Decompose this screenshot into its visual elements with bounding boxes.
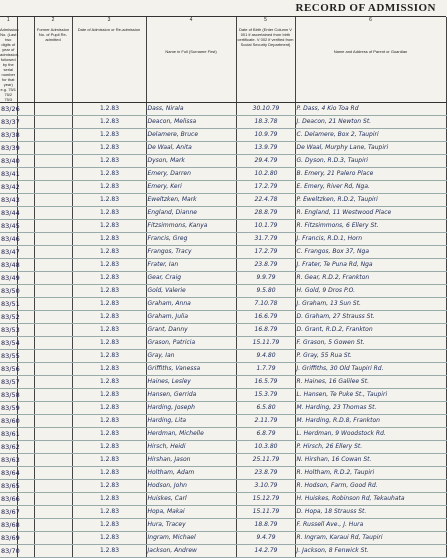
header-spacer	[17, 17, 34, 103]
admission-date-cell: 1.2.83	[72, 441, 146, 454]
admission-number-cell: 83/61	[0, 428, 17, 441]
table-row	[0, 480, 446, 493]
parent-cell: J. Deacon, 21 Newton St.	[295, 116, 446, 129]
birth-date-cell: 16.6.79	[236, 311, 295, 324]
parent-cell: De Waal, Murphy Lane, Taupiri	[295, 142, 446, 155]
birth-date-cell: 10.9.79	[236, 129, 295, 142]
former-admission-cell	[34, 142, 72, 155]
parent-cell: E. Emery, River Rd, Nga.	[295, 181, 446, 194]
table-row	[0, 220, 446, 233]
birth-date-cell: 28.8.79	[236, 207, 295, 220]
admission-date-cell: 1.2.83	[72, 272, 146, 285]
admission-number-cell: 83/63	[0, 454, 17, 467]
admission-date-cell: 1.2.83	[72, 155, 146, 168]
former-admission-cell	[34, 129, 72, 142]
admission-date-cell: 1.2.83	[72, 220, 146, 233]
birth-date-cell: 18.8.79	[236, 519, 295, 532]
name-cell: Harding, Lita	[146, 415, 236, 428]
admission-number-cell: 83/69	[0, 532, 17, 545]
name-cell: Dass, Nirala	[146, 103, 236, 116]
birth-date-cell: 1.7.79	[236, 363, 295, 376]
table-row	[0, 246, 446, 259]
former-admission-cell	[34, 454, 72, 467]
parent-cell: M. Harding, R.D.8, Frankton	[295, 415, 446, 428]
admission-number-cell: 83/38	[0, 129, 17, 142]
name-cell: Frangos, Tracy	[146, 246, 236, 259]
admission-number-cell: 83/53	[0, 324, 17, 337]
table-row	[0, 324, 446, 337]
admission-number-cell: 83/40	[0, 155, 17, 168]
parent-cell: G. Dyson, R.D.3, Taupiri	[295, 155, 446, 168]
admission-date-cell: 1.2.83	[72, 545, 146, 558]
parent-cell: J. Frater, Te Puna Rd, Nga	[295, 259, 446, 272]
table-header-row	[0, 17, 446, 103]
admission-date-cell: 1.2.83	[72, 415, 146, 428]
admission-number-cell: 83/58	[0, 389, 17, 402]
table-row	[0, 103, 446, 116]
birth-date-cell: 17.2.79	[236, 246, 295, 259]
former-admission-cell	[34, 298, 72, 311]
former-admission-cell	[34, 506, 72, 519]
parent-cell: J. Francis, R.D.1, Horn	[295, 233, 446, 246]
parent-cell: J. Graham, 13 Sun St.	[295, 298, 446, 311]
former-admission-cell	[34, 467, 72, 480]
name-cell: Eweltzken, Mark	[146, 194, 236, 207]
column-label: Name and Address of Parent or Guardian	[333, 49, 408, 54]
name-cell: Hodson, John	[146, 480, 236, 493]
name-cell: Emery, Darren	[146, 168, 236, 181]
former-admission-cell	[34, 337, 72, 350]
name-cell: Griffiths, Vanessa	[146, 363, 236, 376]
birth-date-cell: 9.5.80	[236, 285, 295, 298]
former-admission-cell	[34, 103, 72, 116]
name-cell: Delamere, Bruce	[146, 129, 236, 142]
admission-number-cell: 83/68	[0, 519, 17, 532]
birth-date-cell: 7.10.78	[236, 298, 295, 311]
parent-cell: C. Delamere, Box 2, Taupiri	[295, 129, 446, 142]
table-row	[0, 155, 446, 168]
former-admission-cell	[34, 493, 72, 506]
table-row	[0, 337, 446, 350]
parent-cell: B. Emery, 21 Palero Place	[295, 168, 446, 181]
admission-number-cell: 83/44	[0, 207, 17, 220]
name-cell: Grason, Patricia	[146, 337, 236, 350]
name-cell: Fitzsimmons, Kanya	[146, 220, 236, 233]
name-cell: Harding, Joseph	[146, 402, 236, 415]
admission-date-cell: 1.2.83	[72, 285, 146, 298]
parent-cell: R. Gear, R.D.2, Frankton	[295, 272, 446, 285]
name-cell: Hura, Tracey	[146, 519, 236, 532]
former-admission-cell	[34, 181, 72, 194]
admission-date-cell: 1.2.83	[72, 233, 146, 246]
admission-number-cell: 83/41	[0, 168, 17, 181]
admission-number-cell: 83/37	[0, 116, 17, 129]
parent-cell: R. Hodson, Farm, Good Rd.	[295, 480, 446, 493]
parent-cell: D. Hopa, 18 Strauss St.	[295, 506, 446, 519]
birth-date-cell: 10.1.79	[236, 220, 295, 233]
birth-date-cell: 16.8.79	[236, 324, 295, 337]
parent-cell: F. Grason, 5 Gowen St.	[295, 337, 446, 350]
name-cell: Ingram, Michael	[146, 532, 236, 545]
table-row	[0, 285, 446, 298]
admission-date-cell: 1.2.83	[72, 519, 146, 532]
name-cell: Hopa, Makai	[146, 506, 236, 519]
birth-date-cell: 17.2.79	[236, 181, 295, 194]
name-cell: Huiskes, Carl	[146, 493, 236, 506]
admission-date-cell: 1.2.83	[72, 259, 146, 272]
admission-number-cell: 83/67	[0, 506, 17, 519]
parent-cell: R. Fitzsimmons, 6 Ellery St.	[295, 220, 446, 233]
admission-date-cell: 1.2.83	[72, 376, 146, 389]
birth-date-cell: 15.11.79	[236, 506, 295, 519]
table-row	[0, 428, 446, 441]
admission-date-cell: 1.2.83	[72, 506, 146, 519]
table-row	[0, 441, 446, 454]
former-admission-cell	[34, 389, 72, 402]
table-row	[0, 519, 446, 532]
table-row	[0, 493, 446, 506]
birth-date-cell: 13.9.79	[236, 142, 295, 155]
parent-cell: N. Hirshan, 16 Cowan St.	[295, 454, 446, 467]
birth-date-cell: 31.7.79	[236, 233, 295, 246]
table-row	[0, 311, 446, 324]
admission-date-cell: 1.2.83	[72, 467, 146, 480]
admission-number-cell: 83/64	[0, 467, 17, 480]
name-cell: Emery, Keri	[146, 181, 236, 194]
admission-date-cell: 1.2.83	[72, 103, 146, 116]
former-admission-cell	[34, 532, 72, 545]
table-row	[0, 350, 446, 363]
admission-date-cell: 1.2.83	[72, 337, 146, 350]
column-number: 4	[189, 17, 193, 23]
admission-number-cell: 83/47	[0, 246, 17, 259]
column-number: 2	[51, 17, 55, 23]
table-row	[0, 363, 446, 376]
admission-date-cell: 1.2.83	[72, 194, 146, 207]
name-cell: De Waal, Anita	[146, 142, 236, 155]
parent-cell: P. Hirsch, 26 Ellery St.	[295, 441, 446, 454]
birth-date-cell: 15.3.79	[236, 389, 295, 402]
admission-number-cell: 83/42	[0, 181, 17, 194]
admission-number-cell: 83/62	[0, 441, 17, 454]
admission-date-cell: 1.2.83	[72, 246, 146, 259]
admission-number-cell: 83/46	[0, 233, 17, 246]
parent-cell: R. Haines, 16 Galilee St.	[295, 376, 446, 389]
parent-cell: H. Huiskes, Robinson Rd, Tekauhata	[295, 493, 446, 506]
birth-date-cell: 6.8.79	[236, 428, 295, 441]
column-label: Name in Full (Surname First)	[165, 49, 217, 54]
admission-date-cell: 1.2.83	[72, 480, 146, 493]
former-admission-cell	[34, 194, 72, 207]
former-admission-cell	[34, 246, 72, 259]
former-admission-cell	[34, 259, 72, 272]
name-cell: Herdman, Michelle	[146, 428, 236, 441]
admission-number-cell: 83/52	[0, 311, 17, 324]
birth-date-cell: 15.11.79	[236, 337, 295, 350]
name-cell: Hirsch, Heidi	[146, 441, 236, 454]
name-cell: England, Dianne	[146, 207, 236, 220]
admission-date-cell: 1.2.83	[72, 350, 146, 363]
table-row	[0, 194, 446, 207]
birth-date-cell: 2.11.79	[236, 415, 295, 428]
admission-number-cell: 83/55	[0, 350, 17, 363]
table-row	[0, 129, 446, 142]
former-admission-cell	[34, 168, 72, 181]
birth-date-cell: 9.4.80	[236, 350, 295, 363]
parent-cell: R. England, 11 Westwood Place	[295, 207, 446, 220]
birth-date-cell: 9.4.79	[236, 532, 295, 545]
admission-number-cell: 83/54	[0, 337, 17, 350]
admission-date-cell: 1.2.83	[72, 324, 146, 337]
admission-date-cell: 1.2.83	[72, 181, 146, 194]
parent-cell: P. Dass, 4 Kio Toa Rd	[295, 103, 446, 116]
birth-date-cell: 30.10.79	[236, 103, 295, 116]
birth-date-cell: 16.5.79	[236, 376, 295, 389]
former-admission-cell	[34, 415, 72, 428]
former-admission-cell	[34, 428, 72, 441]
admission-date-cell: 1.2.83	[72, 389, 146, 402]
table-row	[0, 545, 446, 558]
parent-cell: M. Harding, 23 Thomas St.	[295, 402, 446, 415]
birth-date-cell: 23.8.79	[236, 259, 295, 272]
birth-date-cell: 23.8.79	[236, 467, 295, 480]
parent-cell: R. Ingram, Karaui Rd, Taupiri	[295, 532, 446, 545]
name-cell: Gear, Craig	[146, 272, 236, 285]
parent-cell: D. Grant, R.D.2, Frankton	[295, 324, 446, 337]
admission-number-cell: 83/60	[0, 415, 17, 428]
header-former-admission-no	[34, 17, 72, 103]
column-number: 5	[264, 17, 267, 23]
parent-cell: L. Herdman, 9 Woodstock Rd.	[295, 428, 446, 441]
header-name-in-full	[146, 17, 236, 103]
birth-date-cell: 9.9.79	[236, 272, 295, 285]
admission-number-cell: 83/49	[0, 272, 17, 285]
former-admission-cell	[34, 363, 72, 376]
table-row	[0, 298, 446, 311]
admission-number-cell: 83/51	[0, 298, 17, 311]
former-admission-cell	[34, 220, 72, 233]
birth-date-cell: 14.2.79	[236, 545, 295, 558]
former-admission-cell	[34, 324, 72, 337]
name-cell: Hansen, Gerrida	[146, 389, 236, 402]
table-row	[0, 168, 446, 181]
header-date-of-birth	[236, 17, 295, 103]
admission-date-cell: 1.2.83	[72, 363, 146, 376]
header-parent-guardian	[295, 17, 446, 103]
table-row	[0, 181, 446, 194]
former-admission-cell	[34, 285, 72, 298]
former-admission-cell	[34, 233, 72, 246]
admission-number-cell: 83/50	[0, 285, 17, 298]
birth-date-cell: 15.12.79	[236, 493, 295, 506]
admission-number-cell: 83/43	[0, 194, 17, 207]
admission-date-cell: 1.2.83	[72, 454, 146, 467]
register-sheet	[0, 16, 446, 555]
table-row	[0, 207, 446, 220]
admission-number-cell: 83/59	[0, 402, 17, 415]
table-row	[0, 389, 446, 402]
birth-date-cell: 3.10.79	[236, 480, 295, 493]
name-cell: Haines, Lesley	[146, 376, 236, 389]
parent-cell: P. Eweltzken, R.D.2, Taupiri	[295, 194, 446, 207]
name-cell: Hirshan, Jason	[146, 454, 236, 467]
admission-date-cell: 1.2.83	[72, 428, 146, 441]
table-row	[0, 259, 446, 272]
admission-number-cell: 83/65	[0, 480, 17, 493]
admission-number-cell: 83/57	[0, 376, 17, 389]
former-admission-cell	[34, 207, 72, 220]
table-row	[0, 376, 446, 389]
admission-number-cell: 83/45	[0, 220, 17, 233]
admission-table	[0, 17, 447, 558]
header-admission-no	[0, 17, 20, 103]
name-cell: Francis, Greg	[146, 233, 236, 246]
name-cell: Dyson, Mark	[146, 155, 236, 168]
name-cell: Graham, Anna	[146, 298, 236, 311]
admission-number-cell: 83/26	[0, 103, 17, 116]
admission-date-cell: 1.2.83	[72, 116, 146, 129]
column-label: Date of Birth (Enter Column V 001 if ascertained from birth certificate. V 002 if verified from Social Security Department)	[237, 27, 294, 47]
table-row	[0, 506, 446, 519]
column-label: Former Admission No. of Pupil Re-admitted	[36, 27, 70, 42]
name-cell: Graham, Julia	[146, 311, 236, 324]
parent-cell: P. Gray, 55 Rua St.	[295, 350, 446, 363]
table-row	[0, 467, 446, 480]
former-admission-cell	[34, 545, 72, 558]
parent-cell: D. Graham, 27 Strauss St.	[295, 311, 446, 324]
admission-number-cell: 83/39	[0, 142, 17, 155]
admission-date-cell: 1.2.83	[72, 532, 146, 545]
former-admission-cell	[34, 155, 72, 168]
admission-number-cell: 83/66	[0, 493, 17, 506]
admission-date-cell: 1.2.83	[72, 298, 146, 311]
former-admission-cell	[34, 116, 72, 129]
former-admission-cell	[34, 311, 72, 324]
parent-cell: R. Holtham, R.D.2, Taupiri	[295, 467, 446, 480]
column-number: 6	[369, 17, 372, 23]
admission-date-cell: 1.2.83	[72, 207, 146, 220]
admission-date-cell: 1.2.83	[72, 402, 146, 415]
parent-cell: L. Hansen, Te Puke St., Taupiri	[295, 389, 446, 402]
column-number: 1	[6, 17, 10, 23]
column-label: Admission No. (Last two digits of year of admission, followed by the serial number for that year) e.g. 75/1 75/2 75/3	[0, 27, 20, 102]
admission-date-cell: 1.2.83	[72, 168, 146, 181]
table-row	[0, 415, 446, 428]
admission-number-cell: 83/48	[0, 259, 17, 272]
parent-cell: C. Frangos, Box 37, Nga	[295, 246, 446, 259]
former-admission-cell	[34, 402, 72, 415]
header-date-of-admission	[72, 17, 146, 103]
parent-cell: H. Gold, 9 Dros P.O.	[295, 285, 446, 298]
former-admission-cell	[34, 441, 72, 454]
column-number: 3	[107, 17, 111, 23]
table-row	[0, 454, 446, 467]
page-title: RECORD OF ADMISSION	[295, 2, 436, 14]
birth-date-cell: 22.4.78	[236, 194, 295, 207]
table-row	[0, 233, 446, 246]
former-admission-cell	[34, 376, 72, 389]
admission-number-cell: 83/70	[0, 545, 17, 558]
birth-date-cell: 6.5.80	[236, 402, 295, 415]
admission-date-cell: 1.2.83	[72, 129, 146, 142]
name-cell: Holtham, Adam	[146, 467, 236, 480]
table-row	[0, 402, 446, 415]
birth-date-cell: 25.11.79	[236, 454, 295, 467]
table-body	[0, 103, 446, 558]
table-row	[0, 532, 446, 545]
birth-date-cell: 18.3.78	[236, 116, 295, 129]
name-cell: Gray, Ian	[146, 350, 236, 363]
name-cell: Jackson, Andrew	[146, 545, 236, 558]
table-row	[0, 272, 446, 285]
name-cell: Gold, Valerie	[146, 285, 236, 298]
parent-cell: F. Russell Ave., J. Hura	[295, 519, 446, 532]
former-admission-cell	[34, 480, 72, 493]
former-admission-cell	[34, 272, 72, 285]
name-cell: Frater, Ian	[146, 259, 236, 272]
name-cell: Deacon, Melissa	[146, 116, 236, 129]
birth-date-cell: 10.2.80	[236, 168, 295, 181]
table-row	[0, 116, 446, 129]
admission-date-cell: 1.2.83	[72, 311, 146, 324]
admission-date-cell: 1.2.83	[72, 493, 146, 506]
birth-date-cell: 10.3.80	[236, 441, 295, 454]
former-admission-cell	[34, 519, 72, 532]
name-cell: Grant, Danny	[146, 324, 236, 337]
birth-date-cell: 29.4.79	[236, 155, 295, 168]
table-row	[0, 142, 446, 155]
parent-cell: J. Griffiths, 30 Old Taupiri Rd.	[295, 363, 446, 376]
parent-cell: J. Jackson, 8 Fenwick St.	[295, 545, 446, 558]
former-admission-cell	[34, 350, 72, 363]
column-label: Date of Admission or Re-admission	[77, 27, 141, 32]
admission-date-cell: 1.2.83	[72, 142, 146, 155]
admission-number-cell: 83/56	[0, 363, 17, 376]
